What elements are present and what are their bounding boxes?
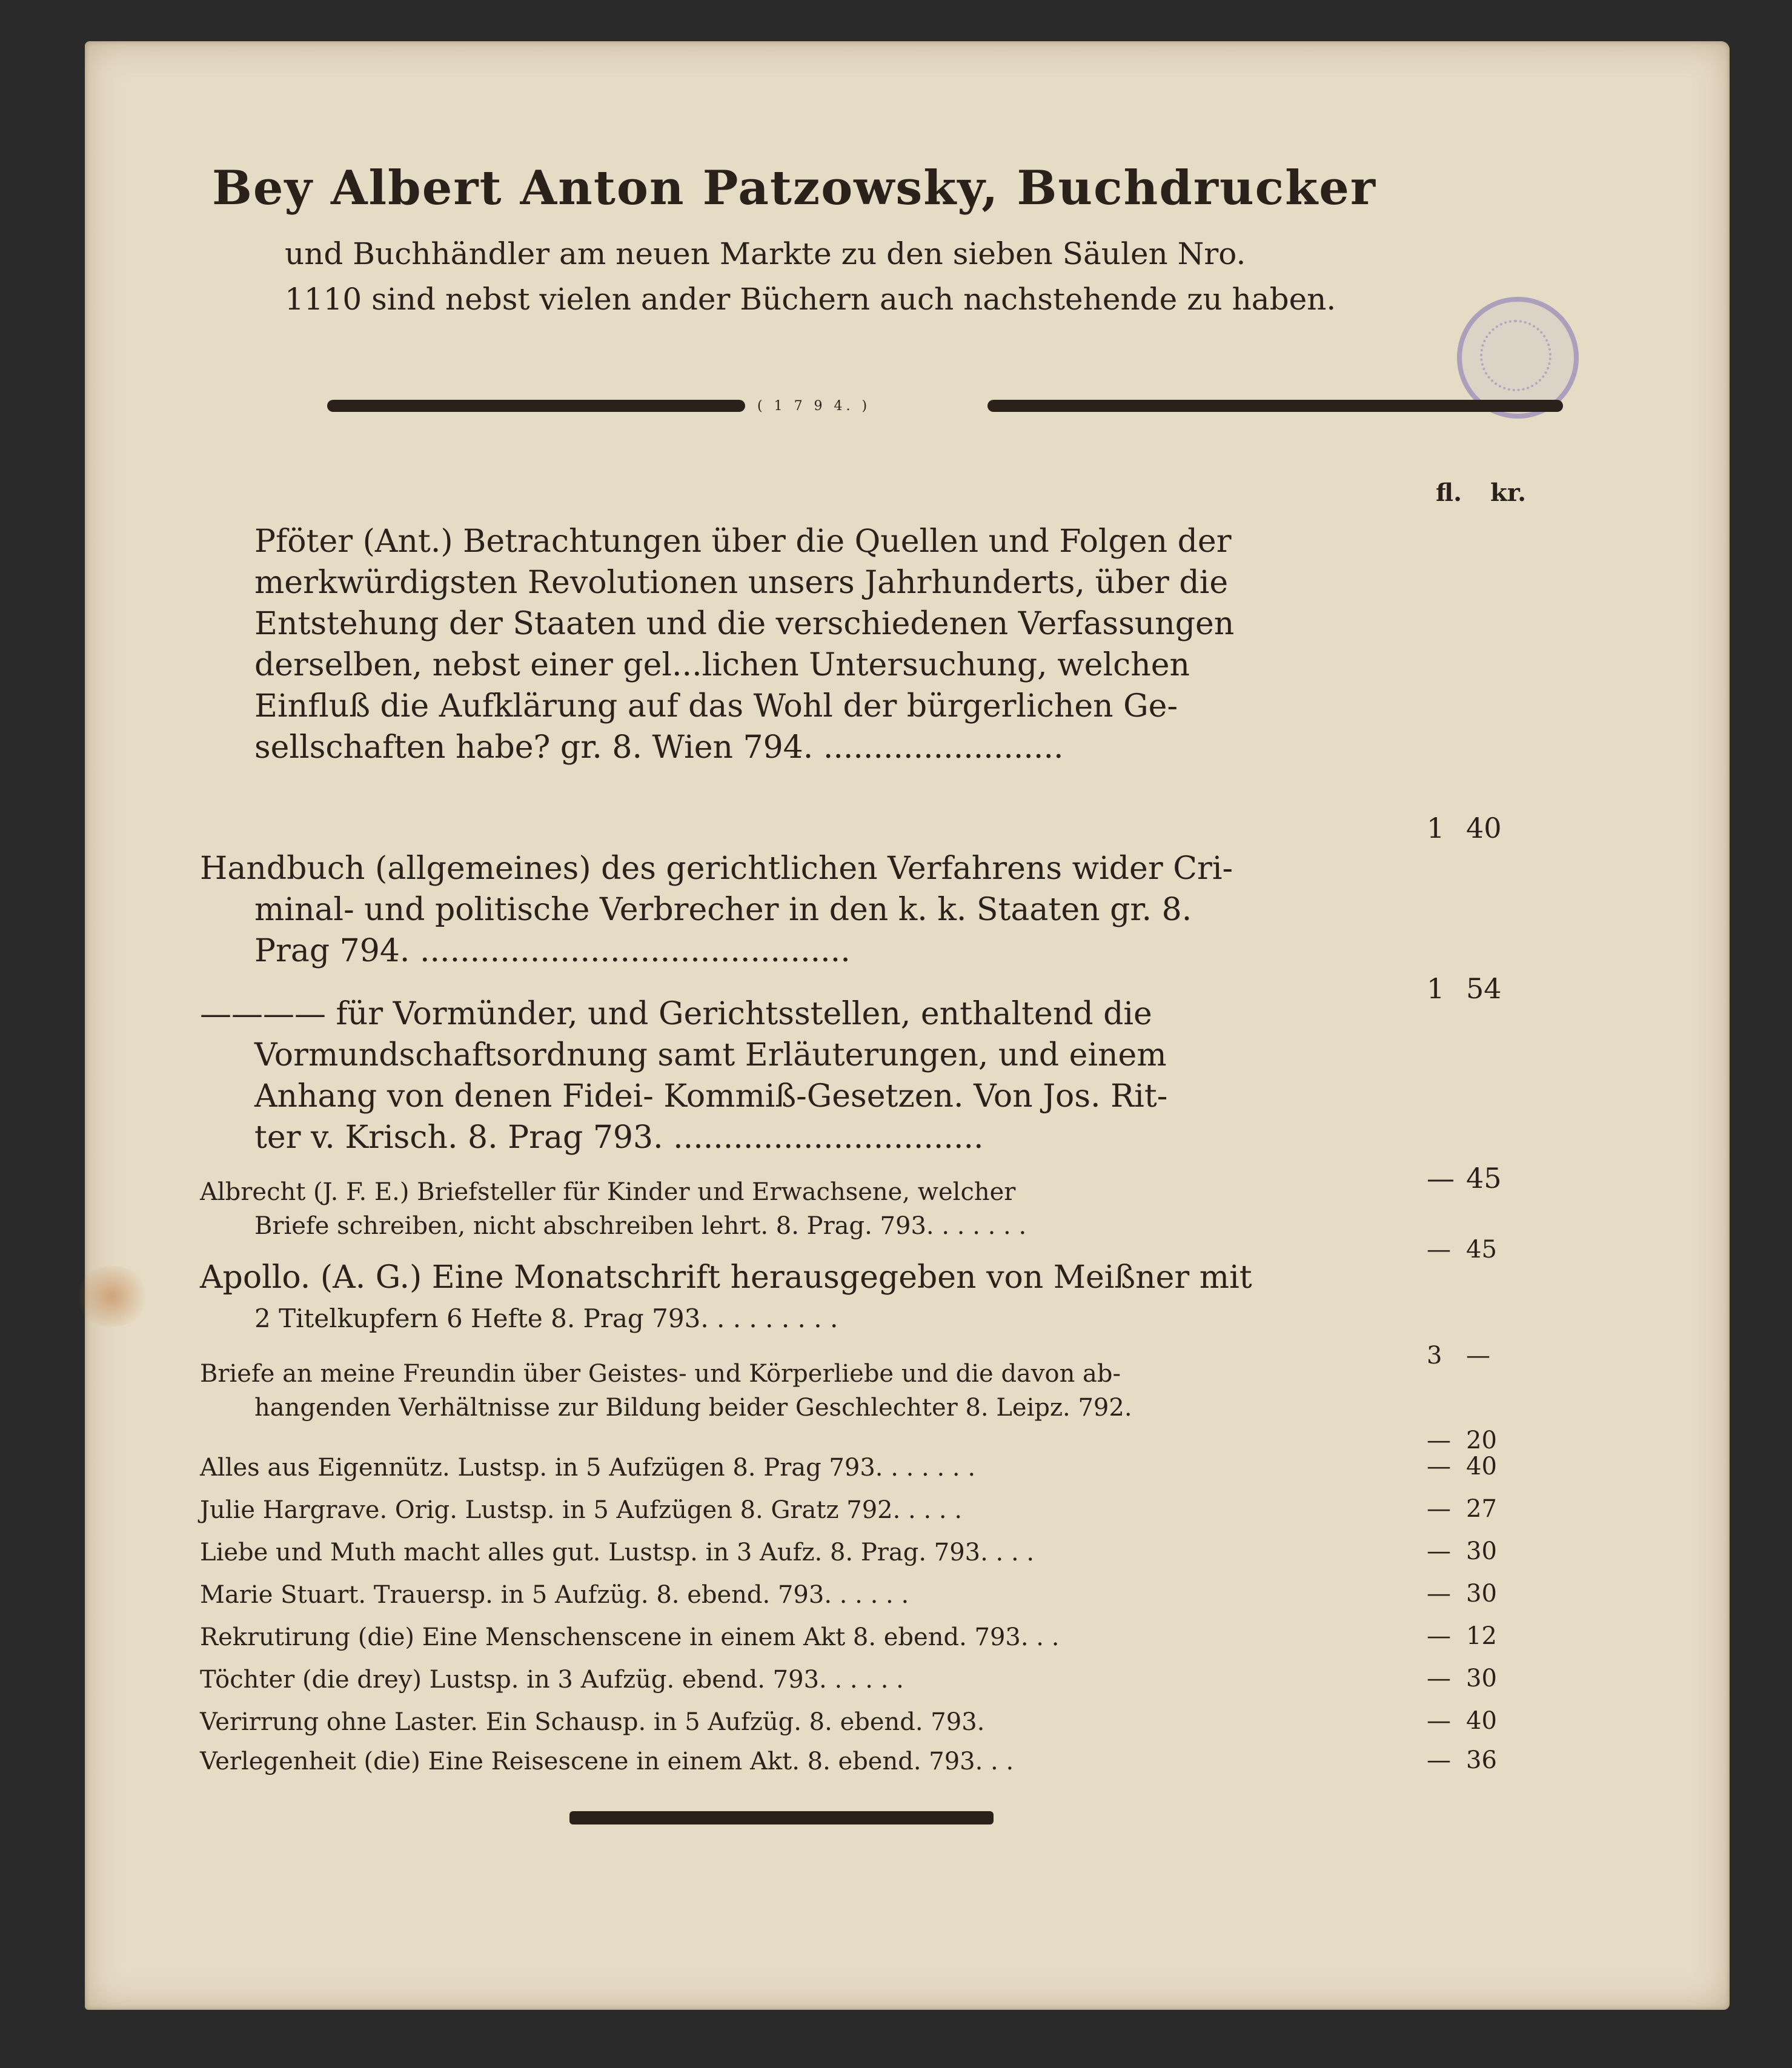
price-kr: 45 <box>1466 1162 1502 1195</box>
list-item <box>200 1578 1430 1612</box>
price-kr: 40 <box>1466 1453 1497 1480</box>
list-item <box>200 1705 1430 1739</box>
entry-line: Apollo. (A. G.) Eine Monatschrift herausgegeben von Meißner mit <box>200 1259 1252 1296</box>
list-item <box>200 521 1430 768</box>
list-item <box>200 1536 1430 1569</box>
entry-line: Vormundschaftsordnung samt Erläuterungen, und einem <box>254 1037 1167 1073</box>
column-head-fl: fl. <box>1436 479 1462 507</box>
header-line-3: 1110 sind nebst vielen ander Büchern auch nachstehende zu haben. <box>285 282 1336 317</box>
price-kr: 27 <box>1466 1495 1497 1523</box>
list-item <box>200 1451 1430 1485</box>
entry-line: Verirrung ohne Laster. Ein Schausp. in 5 Aufzüg. 8. ebend. 793. <box>200 1708 985 1736</box>
price-fl: — <box>1427 1707 1451 1735</box>
year-label: ( 1 7 9 4. ) <box>757 399 871 414</box>
entry-line: Anhang von denen Fidei- Kommiß-Gesetzen. Von Jos. Rit- <box>254 1078 1168 1115</box>
entry-line: ———— für Vormünder, und Gerichtsstellen, enthaltend die <box>200 996 1152 1032</box>
list-item <box>200 1493 1430 1527</box>
ornament-divider <box>327 394 1563 418</box>
price-kr: 12 <box>1466 1622 1497 1650</box>
price-fl: — <box>1427 1746 1451 1774</box>
header-line-1: Bey Albert Anton Patzowsky, Buchdrucker <box>212 161 1376 216</box>
column-head-kr: kr. <box>1490 479 1527 507</box>
closing-rule <box>569 1811 994 1824</box>
entry-line: merkwürdigsten Revolutionen unsers Jahrhunderts, über die <box>254 565 1229 601</box>
list-item <box>200 848 1430 972</box>
entry-line: Pföter (Ant.) Betrachtungen über die Quellen und Folgen der <box>254 523 1232 560</box>
price-fl: — <box>1427 1665 1451 1692</box>
price-fl: 3 <box>1427 1342 1442 1370</box>
price-fl: — <box>1427 1162 1455 1195</box>
entry-line: hangenden Verhältnisse zur Bildung beider Geschlechter 8. Leipz. 792. <box>254 1394 1132 1422</box>
paper-stain <box>73 1266 151 1327</box>
price-fl: — <box>1427 1495 1451 1523</box>
entry-line: Marie Stuart. Trauersp. in 5 Aufzüg. 8. ebend. 793. . . . . . <box>200 1581 909 1609</box>
entry-line: Verlegenheit (die) Eine Reisescene in einem Akt. 8. ebend. 793. . . <box>200 1748 1014 1775</box>
entry-line: Rekrutirung (die) Eine Menschenscene in einem Akt 8. ebend. 793. . . <box>200 1623 1060 1651</box>
price-fl: — <box>1427 1580 1451 1608</box>
entry-line: Albrecht (J. F. E.) Briefsteller für Kinder und Erwachsene, welcher <box>200 1178 1016 1206</box>
entry-line: Handbuch (allgemeines) des gerichtlichen Verfahrens wider Cri- <box>200 850 1233 887</box>
list-item <box>200 1357 1430 1425</box>
entry-line: Einfluß die Aufklärung auf das Wohl der bürgerlichen Ge- <box>254 688 1178 724</box>
entry-line: minal- und politische Verbrecher in den k. k. Staaten gr. 8. <box>254 892 1192 928</box>
list-item <box>200 1745 1430 1778</box>
list-item <box>200 1175 1430 1243</box>
price-kr: 40 <box>1466 812 1502 844</box>
header-line-2: und Buchhändler am neuen Markte zu den sieben Säulen Nro. <box>285 236 1246 271</box>
price-kr: 40 <box>1466 1707 1497 1735</box>
entry-line: Liebe und Muth macht alles gut. Lustsp. in 3 Aufz. 8. Prag. 793. . . . <box>200 1539 1035 1566</box>
entry-line: sellschaften habe? gr. 8. Wien 794. ........................ <box>254 729 1064 766</box>
price-kr: 45 <box>1466 1236 1497 1264</box>
entry-line: Julie Hargrave. Orig. Lustsp. in 5 Aufzügen 8. Gratz 792. . . . . <box>200 1496 963 1524</box>
entry-line: derselben, nebst einer gel...lichen Untersuchung, welchen <box>254 647 1190 683</box>
entry-line: Briefe an meine Freundin über Geistes- und Körperliebe und die davon ab- <box>200 1360 1121 1388</box>
entry-line: Alles aus Eigennütz. Lustsp. in 5 Aufzügen 8. Prag 793. . . . . . . <box>200 1454 976 1482</box>
price-kr: 36 <box>1466 1746 1497 1774</box>
entry-line: 2 Titelkupfern 6 Hefte 8. Prag 793. . . . . . . . . <box>254 1304 838 1333</box>
price-kr: — <box>1466 1342 1490 1370</box>
price-kr: 20 <box>1466 1427 1497 1454</box>
price-fl: — <box>1427 1427 1451 1454</box>
price-fl: — <box>1427 1622 1451 1650</box>
price-kr: 30 <box>1466 1537 1497 1565</box>
entry-line: Briefe schreiben, nicht abschreiben lehrt. 8. Prag. 793. . . . . . . <box>254 1212 1027 1240</box>
price-kr: 54 <box>1466 972 1502 1005</box>
price-fl: — <box>1427 1537 1451 1565</box>
entry-line: Entstehung der Staaten und die verschiedenen Verfassungen <box>254 606 1235 642</box>
price-fl: 1 <box>1427 972 1445 1005</box>
price-kr: 30 <box>1466 1580 1497 1608</box>
entry-line: Prag 794. ........................................... <box>254 933 851 969</box>
price-kr: 30 <box>1466 1665 1497 1692</box>
list-item <box>200 1620 1430 1654</box>
price-fl: — <box>1427 1236 1451 1264</box>
price-fl: — <box>1427 1453 1451 1480</box>
list-item <box>200 993 1430 1158</box>
entry-line: ter v. Krisch. 8. Prag 793. ............................... <box>254 1119 984 1156</box>
list-item <box>200 1257 1430 1339</box>
price-fl: 1 <box>1427 812 1445 844</box>
entry-line: Töchter (die drey) Lustsp. in 3 Aufzüg. ebend. 793. . . . . . <box>200 1666 904 1694</box>
list-item <box>200 1663 1430 1697</box>
